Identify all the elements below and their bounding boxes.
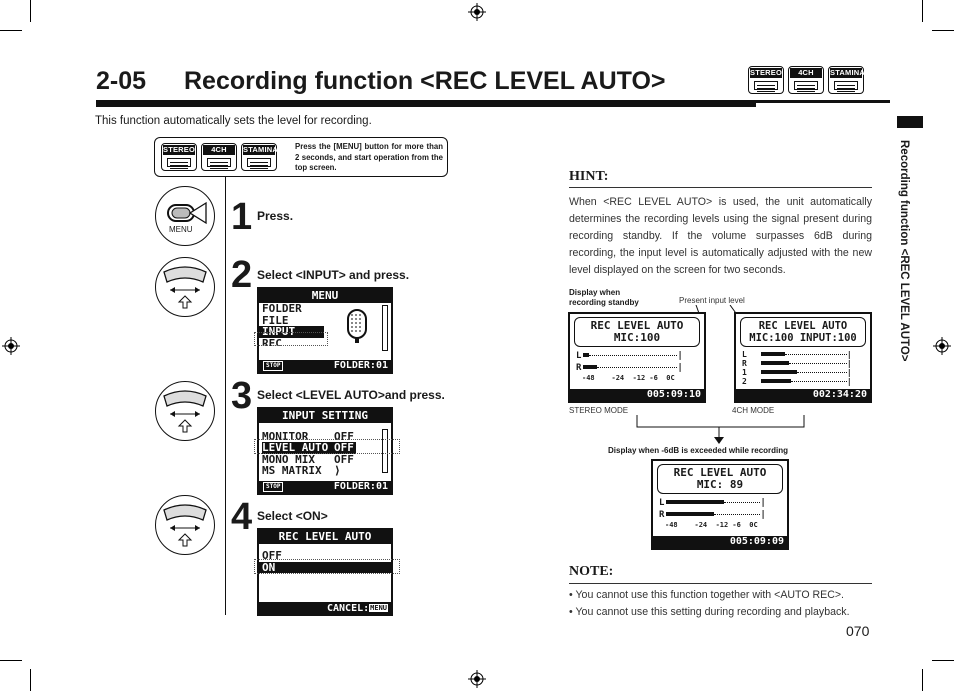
menu-item-selected: INPUT [259,326,324,338]
menu-screen [257,287,393,374]
menu-item: FILE [262,313,289,327]
exceeded-label: Display when -6dB is exceeded while recording [608,446,789,455]
step-number: 1 [231,196,253,238]
option-item-selected: ON [259,562,391,574]
meter-mic-r: R | [742,359,852,368]
screen-header: REC LEVEL AUTO [259,530,391,544]
level-callout: REC LEVEL AUTO MIC:100 INPUT:100 [740,317,866,347]
section-number: 2-05 [96,67,147,95]
section-tab [897,116,923,128]
crop-mark [922,0,923,22]
crop-mark [0,30,22,31]
hint-body: When <REC LEVEL AUTO> is used, the unit automatically determines the recording levels using the signal present during recording standby. If the volume surpasses 6dB during recording, the input level is automatically adjusted with the new level displayed on the screen for two seconds. [569,196,872,276]
screen-header: MENU [259,289,391,303]
jog-dial-icon [156,382,214,440]
screen-footer: STOP FOLDER:01 [259,360,391,372]
dial-illustration [155,257,215,317]
registration-mark-icon [468,670,486,688]
selection-highlight [254,439,400,454]
note-rule [569,583,872,584]
connector-arrow-icon [636,415,806,445]
jog-dial-icon [156,496,214,554]
crop-mark [922,669,923,691]
standby-label: Display when recording standby [569,288,639,307]
screen-footer: CANCEL:MENU [259,602,391,614]
screen-footer: STOP FOLDER:01 [259,481,391,493]
step-text: Select <LEVEL AUTO>and press. [257,388,445,402]
hint-heading: HINT: [569,169,609,184]
present-level-label: Present input level [679,296,745,305]
crop-mark [30,0,31,22]
step-number: 3 [231,375,253,417]
meter-right: R | [576,363,683,373]
step-text: Select <INPUT> and press. [257,268,410,282]
stereo-mode-screen [568,312,706,403]
dial-illustration [155,381,215,441]
meter-right: R | [659,510,766,520]
stereo-mode-label: STEREO MODE [569,406,629,415]
meter-left: L | [576,351,683,361]
counter: 005:09:09 [653,536,787,548]
note-list [569,587,889,621]
menu-button-label: MENU [169,225,193,234]
note-item: • You cannot use this setting during recording and playback. [569,606,850,618]
meter-in-2: 2 | [742,377,852,386]
menu-instruction-note: Press the [MENU] button for more than 2 seconds, and start operation from the top screen. [295,142,443,172]
meter-left: L | [659,498,766,508]
page-title [96,67,666,96]
side-label: Recording function <REC LEVEL AUTO> [898,140,910,362]
mode-requirement-box [154,137,448,177]
mode-badges [748,66,868,99]
counter: 002:34:20 [736,389,870,401]
meter-scale: -48 -24 -12 -6 0C [582,374,675,382]
crop-mark [0,660,22,661]
screen-header: INPUT SETTING [259,409,391,423]
registration-mark-icon [2,337,20,355]
level-callout: REC LEVEL AUTO MIC: 89 [657,464,783,494]
crop-mark [30,669,31,691]
step-number: 2 [231,254,253,296]
selection-highlight [254,332,328,346]
stereo-badge-icon: STEREO [748,66,784,94]
stereo-badge-icon: STEREO [161,143,197,171]
meter-in-1: 1 | [742,368,852,377]
registration-mark-icon [933,337,951,355]
hint-rule [569,187,872,188]
4ch-mode-label: 4CH MODE [732,406,775,415]
dial-illustration [155,495,215,555]
setting-row: MONITOR OFF [262,431,354,442]
jog-dial-icon [156,258,214,316]
4ch-mode-screen [734,312,872,403]
step-number: 4 [231,496,253,538]
menu-item: FOLDER [262,302,302,315]
exceeded-screen [651,459,789,550]
setting-row: MS MATRIX ⟩ [262,464,341,477]
level-callout: REC LEVEL AUTO MIC:100 [574,317,700,347]
menu-button-icon [156,187,214,245]
steps-divider [225,177,226,615]
meter-mic-l: L | [742,350,852,359]
4ch-badge-icon: 4CH [201,143,237,171]
title-rule [96,100,756,107]
crop-mark [932,30,954,31]
setting-row: MONO MIX OFF [262,452,354,466]
microphone-icon [345,309,369,343]
note-item: • You cannot use this function together with <AUTO REC>. [569,589,844,601]
selection-highlight [254,559,400,574]
section-title: Recording function <REC LEVEL AUTO> [184,67,666,95]
option-item: OFF [262,549,282,562]
menu-item: REC [262,337,282,346]
note-heading: NOTE: [569,564,614,579]
intro-text: This function automatically sets the level for recording. [95,115,372,127]
setting-row-selected: LEVEL AUTO OFF [259,442,391,454]
meter-scale: -48 -24 -12 -6 0C [665,521,758,529]
crop-mark [932,660,954,661]
4ch-badge-icon: 4CH [788,66,824,94]
registration-mark-icon [468,3,486,21]
menu-button-illustration [155,186,215,246]
stamina-badge-icon: STAMINA [241,143,277,171]
step-text: Press. [257,209,294,223]
title-rule [700,100,890,103]
counter: 005:09:10 [570,389,704,401]
step-text: Select <ON> [257,509,328,523]
page-number: 070 [846,623,870,639]
stamina-badge-icon: STAMINA [828,66,864,94]
scrollbar [382,305,388,351]
